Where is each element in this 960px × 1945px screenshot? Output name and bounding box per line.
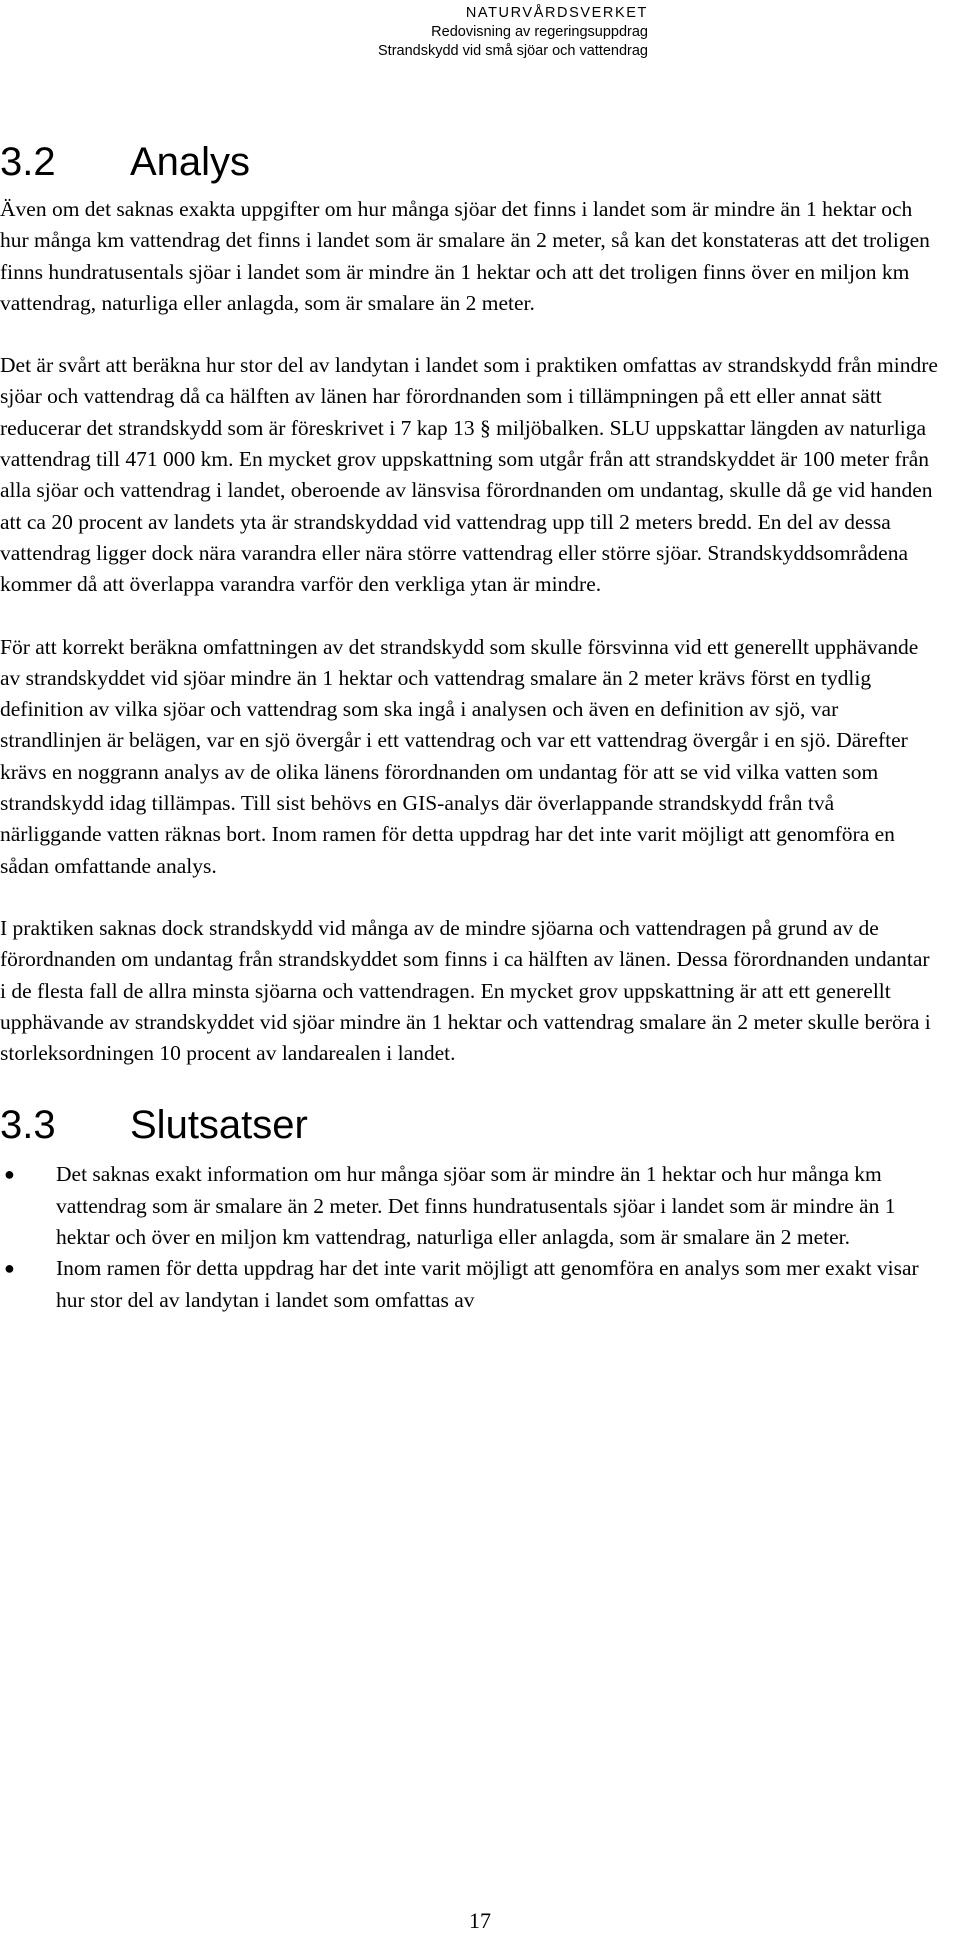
section-title: Analys [130, 140, 251, 184]
header-report-title: Strandskydd vid små sjöar och vattendrag [378, 43, 648, 59]
conclusions-list [0, 1159, 940, 1315]
list-item [0, 1159, 940, 1253]
section-heading-slutsatser [0, 1101, 940, 1149]
paragraph-3: För att korrekt beräkna omfattningen av det strandskydd som skulle försvinna vid ett generellt upphävande av strandskyddet vid sjöar mindre än 1 hektar och vattendrag smalare än 2 meter krävs först en tydlig definition av vilka sjöar och vattendrag som ska ingå i analysen och även en definition av sjö, var strandlinjen är belägen, var en sjö övergår i ett vattendrag och var ett vattendrag övergår i en sjö. Därefter krävs en noggrann analys av de olika länens förordnanden om undantag för att se vid vilka vatten som strandskydd idag tillämpas. Till sist behövs en GIS-analys där överlappande strandskydd från två närliggande vatten räknas bort. Inom ramen för detta uppdrag har det inte varit möjligt att genomföra en sådan omfattande analys. [0, 634, 919, 878]
section-analys [0, 138, 940, 1069]
list-item [0, 1253, 940, 1316]
list-item-text: Det saknas exakt information om hur många sjöar som är mindre än 1 hektar och hur många km vattendrag som är smalare än 2 meter. Det finns hundratusentals sjöar i landet som är mindre än 1 hektar och över en miljon km vattendrag, naturliga eller anlagda, som är smalare än 2 meter. [56, 1162, 896, 1250]
document-body [0, 138, 940, 1316]
section-heading-analys [0, 138, 940, 186]
header-report-type: Redovisning av regeringsuppdrag [431, 24, 648, 40]
bullet-icon: ● [4, 1164, 15, 1185]
paragraph-2: Det är svårt att beräkna hur stor del av landytan i landet som i praktiken omfattas av strandskydd från mindre sjöar och vattendrag då ca hälften av länen har förordnanden som i tillämpningen på ett eller annat sätt reducerar det strandskydd som är föreskrivet i 7 kap 13 § miljöbalken. SLU uppskattar längden av naturliga vattendrag till 471 000 km. En mycket grov uppskattning som utgår från att strandskyddet är 100 meter från alla sjöar och vattendrag i landet, oberoende av länsvisa förordnanden om undantag, skulle då ge vid handen att ca 20 procent av landets yta är strandskyddad vid vattendrag upp till 2 meters bredd. En del av dessa vattendrag ligger dock nära varandra eller nära större vattendrag eller större sjöar. Strandskyddsområdena kommer då att överlappa varandra varför den verkliga ytan är mindre. [0, 353, 938, 597]
page-header [378, 4, 648, 61]
bullet-icon: ● [4, 1258, 15, 1279]
list-item-text: Inom ramen för detta uppdrag har det inte varit möjligt att genomföra en analys som mer exakt visar hur stor del av landytan i landet som omfattas av [56, 1256, 919, 1312]
section-number: 3.3 [0, 1103, 56, 1148]
header-organization: NATURVÅRDSVERKET [465, 5, 648, 21]
section-title: Slutsatser [130, 1103, 308, 1148]
paragraph-1: Även om det saknas exakta uppgifter om hur många sjöar det finns i landet som är mindre än 1 hektar och hur många km vattendrag det finns i landet som är smalare än 2 meter, så kan det konstateras att det troligen finns hundratusentals sjöar i landet som är mindre än 1 hektar och att det troligen finns över en miljon km vattendrag, naturliga eller anlagda, som är smalare än 2 meter. [0, 197, 930, 315]
section-slutsatser [0, 1101, 940, 1315]
paragraph-4: I praktiken saknas dock strandskydd vid många av de mindre sjöarna och vattendragen på grund av de förordnanden om undantag från strandskyddet som finns i ca hälften av länen. Dessa förordnanden undantar i de flesta fall de allra minsta sjöarna och vattendragen. En mycket grov uppskattning är att ett generellt upphävande av strandskyddet vid sjöar mindre än 1 hektar och vattendrag smalare än 2 meter skulle beröra i storleksordningen 10 procent av landarealen i landet. [0, 915, 931, 1066]
section-number: 3.2 [0, 140, 56, 184]
page-number: 17 [469, 1908, 491, 1933]
